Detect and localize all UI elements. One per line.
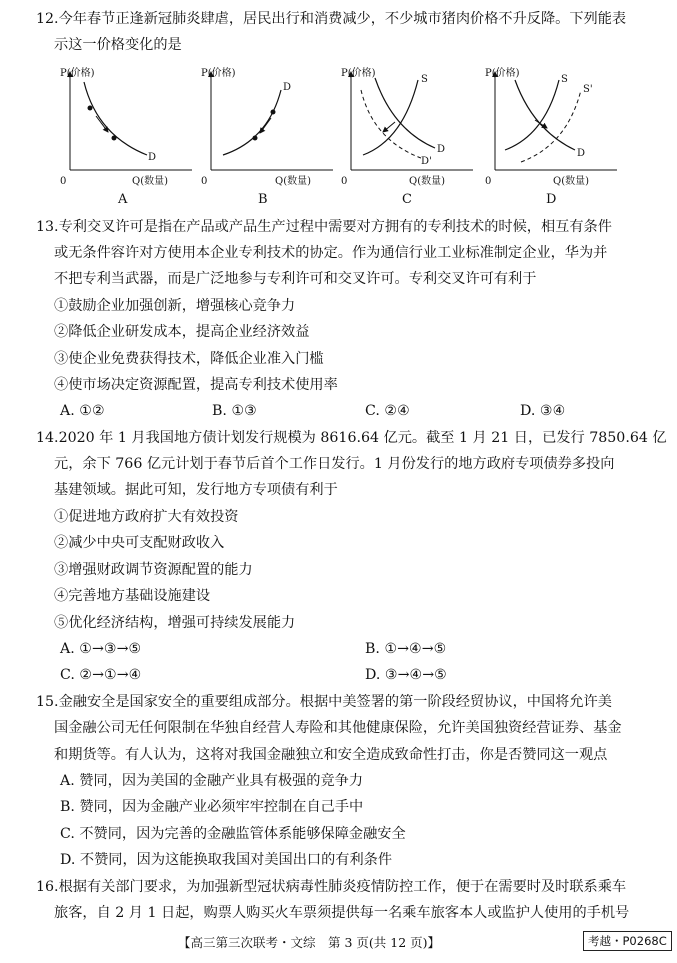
- svg-text:P(价格): P(价格): [341, 68, 376, 79]
- svg-text:D: D: [577, 148, 586, 159]
- svg-text:S: S: [561, 74, 568, 85]
- q15-line2: 国金融公司无任何限制在华独自经营人寿险和其他健康保险，允许美国独资经营证券、基金: [54, 720, 622, 736]
- page-footer: 【高三第三次联考・文综 第 3 页(共 12 页)】: [178, 935, 441, 950]
- svg-text:P(价格): P(价格): [60, 68, 95, 79]
- q14-item4: ④完善地方基础设施建设: [54, 588, 211, 604]
- svg-text:P(价格): P(价格): [201, 68, 236, 79]
- q14-option-a: A. ①→③→⑤: [60, 641, 142, 657]
- q14-line2: 元，余下 766 亿元计划于春节后首个工作日发行。1 月份发行的地方政府专项债券多投向: [54, 456, 615, 472]
- svg-text:D': D': [421, 156, 432, 167]
- graph-a-label: A: [118, 192, 128, 207]
- q14-item1: ①促进地方政府扩大有效投资: [54, 509, 239, 525]
- q13-item2: ②降低企业研发成本，提高企业经济效益: [54, 324, 310, 340]
- q14-option-b: B. ①→④→⑤: [365, 641, 447, 657]
- q13-option-d: D. ③④: [520, 403, 566, 419]
- svg-text:0: 0: [485, 176, 492, 187]
- q14-option-d: D. ③→④→⑤: [365, 667, 447, 683]
- svg-text:Q(数量): Q(数量): [553, 176, 590, 187]
- q15-line1: 15.金融安全是国家安全的重要组成部分。根据中美签署的第一阶段经贸协议，中国将允许美: [36, 694, 612, 710]
- q13-option-b: B. ①③: [212, 403, 257, 419]
- svg-text:Q(数量): Q(数量): [275, 176, 312, 187]
- graph-c-label: C: [402, 192, 412, 207]
- svg-text:0: 0: [341, 176, 348, 187]
- svg-text:S: S: [421, 74, 428, 85]
- q13-option-a: A. ①②: [60, 403, 105, 419]
- q16-line1: 16.根据有关部门要求，为加强新型冠状病毒性肺炎疫情防控工作，便于在需要时及时联系乘车: [36, 879, 627, 895]
- q15-option-b: B. 赞同，因为金融产业必须牢牢控制在自己手中: [60, 799, 364, 815]
- q13-line1: 13.专利交叉许可是指在产品或产品生产过程中需要对方拥有的专利技术的时候，相互有条件: [36, 219, 612, 235]
- q14-line1: 14.2020 年 1 月我国地方债计划发行规模为 8616.64 亿元。截至 1 月 21 日，已发行 7850.64 亿: [36, 430, 667, 446]
- graph-b-label: B: [258, 192, 268, 207]
- q14-line3: 基建领域。据此可知，发行地方专项债有利于: [54, 482, 338, 498]
- q13-line3: 不把专利当武器，而是广泛地参与专利许可和交叉许可。专利交叉许可有利于: [54, 271, 537, 287]
- graph-d: [477, 60, 627, 210]
- q16-line2: 旅客，自 2 月 1 日起，购票人购买火车票须提供每一名乘车旅客本人或监护人使用的手机号: [54, 905, 630, 921]
- svg-text:D: D: [283, 82, 292, 93]
- graph-d-label: D: [546, 192, 557, 207]
- q13-option-c: C. ②④: [365, 403, 410, 419]
- svg-text:Q(数量): Q(数量): [132, 176, 169, 187]
- svg-text:S': S': [583, 84, 593, 95]
- q14-item3: ③增强财政调节资源配置的能力: [54, 562, 253, 578]
- svg-text:D: D: [437, 144, 446, 155]
- q15-option-d: D. 不赞同，因为这能换取我国对美国出口的有利条件: [60, 852, 393, 868]
- graph-a: [52, 60, 202, 210]
- q13-item3: ③使企业免费获得技术，降低企业准入门槛: [54, 351, 324, 367]
- q13-line2: 或无条件容许对方使用本企业专利技术的协定。作为通信行业工业标准制定企业，华为并: [54, 245, 608, 261]
- graph-b: [193, 60, 343, 210]
- q15-line3: 和期货等。有人认为，这将对我国金融独立和安全造成致命性打击，你是否赞同这一观点: [54, 747, 608, 763]
- svg-text:0: 0: [60, 176, 67, 187]
- graph-c: [333, 60, 483, 210]
- svg-text:D: D: [148, 152, 157, 163]
- q14-item5: ⑤优化经济结构，增强可持续发展能力: [54, 615, 296, 631]
- q13-item4: ④使市场决定资源配置，提高专利技术使用率: [54, 377, 338, 393]
- q15-option-c: C. 不赞同，因为完善的金融监管体系能够保障金融安全: [60, 826, 406, 842]
- q13-item1: ①鼓励企业加强创新，增强核心竞争力: [54, 298, 296, 314]
- q14-item2: ②减少中央可支配财政收入: [54, 535, 225, 551]
- svg-text:Q(数量): Q(数量): [409, 176, 446, 187]
- svg-text:0: 0: [201, 176, 208, 187]
- svg-text:P(价格): P(价格): [485, 68, 520, 79]
- q12-line2: 示这一价格变化的是: [54, 37, 182, 53]
- exam-code-badge: 考越・P0268C: [583, 931, 672, 951]
- q15-option-a: A. 赞同，因为美国的金融产业具有极强的竞争力: [60, 773, 364, 789]
- q14-option-c: C. ②→①→④: [60, 667, 142, 683]
- q12-line1: 12.今年春节正逢新冠肺炎肆虐，居民出行和消费减少，不少城市猪肉价格不升反降。下列能表: [36, 11, 627, 27]
